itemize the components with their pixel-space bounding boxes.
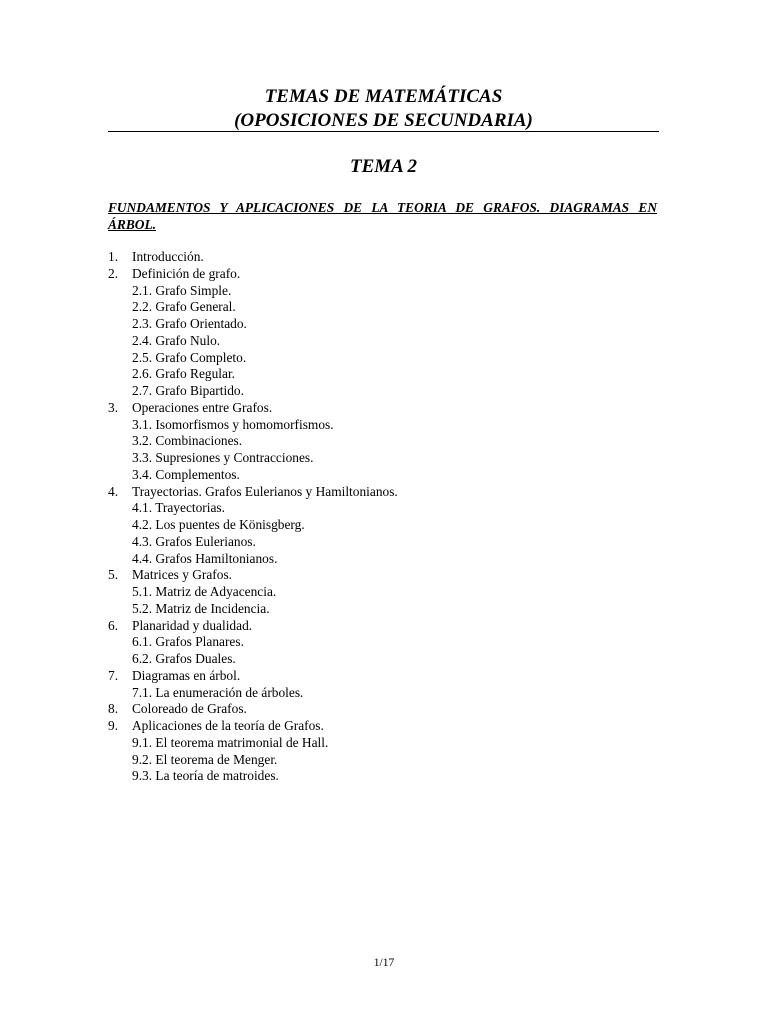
toc-item-label: Planaridad y dualidad. (132, 617, 253, 633)
toc-subitem (108, 551, 659, 568)
toc-item-label: 9.3. La teoría de matroides. (132, 768, 279, 784)
title-divider (108, 131, 659, 132)
toc-subitem (108, 634, 659, 651)
toc-item-label: Coloreado de Grafos. (132, 701, 247, 717)
toc-item-label: 4.4. Grafos Hamiltonianos. (132, 550, 278, 566)
toc-item-label: 5.2. Matriz de Incidencia. (132, 600, 270, 616)
toc-item (108, 618, 659, 635)
toc-item-label: Matrices y Grafos. (132, 567, 233, 583)
toc-item-label: 3.2. Combinaciones. (132, 433, 243, 449)
table-of-contents (108, 249, 659, 785)
toc-subitem (108, 299, 659, 316)
toc-item-label: 9.1. El teorema matrimonial de Hall. (132, 734, 329, 750)
toc-item (108, 668, 659, 685)
toc-item-number: 1. (108, 249, 119, 264)
toc-item-label: 2.3. Grafo Orientado. (132, 316, 247, 331)
toc-subitem (108, 651, 659, 668)
toc-item-label: 2.6. Grafo Regular. (132, 366, 236, 382)
toc-subitem (108, 433, 659, 450)
document-subtitle: (OPOSICIONES DE SECUNDARIA) (234, 110, 533, 131)
toc-item-label: 7.1. La enumeración de árboles. (132, 684, 304, 700)
toc-item (108, 701, 659, 718)
toc-subitem (108, 768, 659, 785)
toc-item (108, 266, 659, 283)
toc-item (108, 567, 659, 584)
toc-subitem (108, 500, 659, 517)
toc-item-label: Diagramas en árbol. (132, 667, 241, 683)
toc-item-label: Operaciones entre Grafos. (132, 399, 273, 415)
toc-item (108, 718, 659, 735)
toc-subitem (108, 534, 659, 551)
toc-item-number: 3. (108, 399, 119, 415)
toc-item-label: 2.5. Grafo Completo. (132, 349, 247, 365)
toc-item-label: 4.2. Los puentes de Könisgberg. (132, 517, 305, 532)
toc-item-label: Aplicaciones de la teoría de Grafos. (132, 718, 324, 733)
subject-heading: FUNDAMENTOS Y APLICACIONES DE LA TEORIA DE GRAFOS. DIAGRAMAS EN ÁRBOL. (108, 200, 657, 232)
toc-item-number: 4. (108, 483, 119, 499)
toc-item-label: 3.1. Isomorfismos y homomorfismos. (132, 416, 334, 432)
toc-subitem (108, 350, 659, 367)
toc-item-label: 2.4. Grafo Nulo. (132, 332, 221, 348)
toc-item-number: 5. (108, 567, 119, 583)
toc-item-label: 6.2. Grafos Duales. (132, 651, 236, 666)
toc-item-label: 3.4. Complementos. (132, 466, 240, 482)
toc-item-number: 2. (108, 265, 119, 281)
tema-heading: TEMA 2 (349, 156, 418, 177)
toc-item-label: 9.2. El teorema de Menger. (132, 751, 278, 767)
toc-item-label: 2.2. Grafo General. (132, 299, 236, 315)
toc-item-label: 3.3. Supresiones y Contracciones. (132, 450, 314, 465)
toc-subitem (108, 366, 659, 383)
toc-item-label: Trayectorias. Grafos Eulerianos y Hamiltonianos. (132, 483, 398, 499)
toc-subitem (108, 283, 659, 300)
document-title: TEMAS DE MATEMÁTICAS (264, 86, 503, 107)
toc-item-label: 5.1. Matriz de Adyacencia. (132, 584, 277, 599)
toc-item-label: 4.1. Trayectorias. (132, 500, 225, 516)
toc-subitem (108, 450, 659, 467)
toc-item-label: Introducción. (132, 249, 204, 264)
toc-subitem (108, 752, 659, 769)
toc-subitem (108, 685, 659, 702)
toc-subitem (108, 417, 659, 434)
toc-subitem (108, 584, 659, 601)
toc-subitem (108, 601, 659, 618)
toc-subitem (108, 333, 659, 350)
toc-item-label: Definición de grafo. (132, 265, 241, 281)
page-number: 1/17 (373, 957, 395, 969)
toc-item-label: 4.3. Grafos Eulerianos. (132, 533, 256, 549)
toc-item-number: 8. (108, 701, 119, 717)
toc-subitem (108, 467, 659, 484)
toc-item-label: 2.1. Grafo Simple. (132, 282, 232, 298)
toc-item-label: 2.7. Grafo Bipartido. (132, 383, 244, 398)
toc-subitem (108, 517, 659, 534)
toc-item-number: 6. (108, 617, 119, 633)
toc-subitem (108, 383, 659, 400)
toc-subitem (108, 316, 659, 333)
toc-item (108, 484, 659, 501)
toc-subitem (108, 735, 659, 752)
toc-item-label: 6.1. Grafos Planares. (132, 634, 244, 650)
toc-item (108, 249, 659, 266)
toc-item-number: 9. (108, 718, 119, 733)
toc-item-number: 7. (108, 667, 119, 683)
toc-item (108, 400, 659, 417)
